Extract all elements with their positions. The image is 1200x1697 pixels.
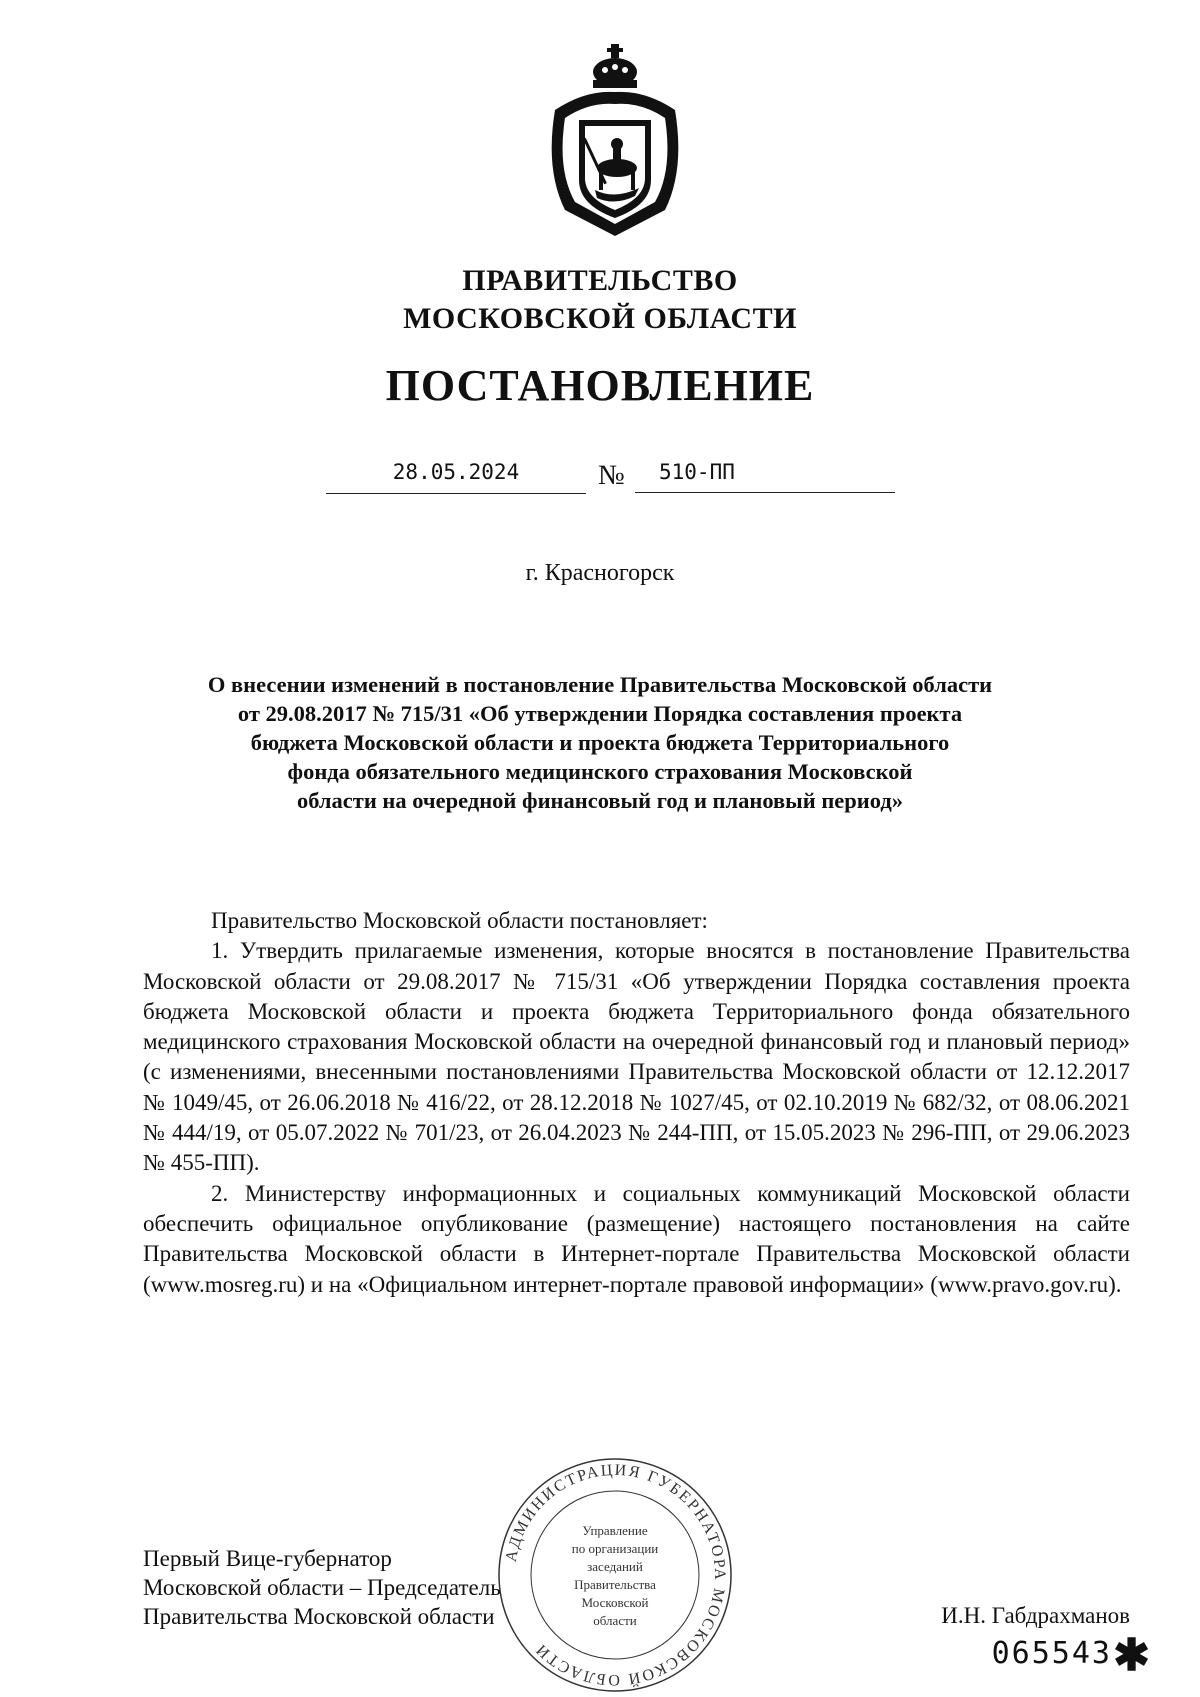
subject-line: области на очередной финансовый год и плановый период» xyxy=(296,788,904,813)
government-name xyxy=(0,262,1200,338)
seal-inner-line: области xyxy=(593,1613,637,1628)
signatory-title-line2: Московской области – Председатель xyxy=(143,1575,501,1600)
document-number: 510-ПП xyxy=(635,455,895,493)
signatory-title-line3: Правительства Московской области xyxy=(143,1604,495,1629)
seal-inner-line: Правительства xyxy=(574,1577,656,1592)
seal-inner-line: Управление xyxy=(582,1523,648,1538)
body-item-2: 2. Министерству информационных и социальных коммуникаций Московской области обеспечить официальное опубликование (размещение) настоящего постановления на сайте Правительства Московской области в Интернет-портале Правительства Московской области (www.mosreg.ru) и на «Официальном интернет-портале правовой информации» (www.pravo.gov.ru). xyxy=(143,1180,1130,1297)
document-body xyxy=(143,906,1130,1300)
number-sign: № xyxy=(598,460,625,491)
signatory-title-line1: Первый Вице-губернатор xyxy=(143,1546,392,1571)
subject-line: бюджета Московской области и проекта бюджета Территориального xyxy=(250,730,950,755)
document-date: 28.05.2024 xyxy=(326,455,586,494)
subject-line: от 29.08.2017 № 715/31 «Об утверждении Порядка составления проекта xyxy=(237,701,963,726)
seal-inner-line: по организации xyxy=(571,1541,659,1556)
signatory-name: И.Н. Габдрахманов xyxy=(941,1603,1130,1628)
svg-text:АДМИНИСТРАЦИЯ ГУБЕРНАТОРА МОСК xyxy=(503,1462,728,1690)
asterisk-mark-icon: ✱ xyxy=(1113,1631,1150,1680)
signatory-title xyxy=(143,1544,501,1631)
seal-inner-line: Московской xyxy=(581,1595,649,1610)
subject-line: фонда обязательного медицинского страхования Московской xyxy=(287,759,913,784)
form-serial-number: 065543 xyxy=(991,1636,1112,1671)
seal-outer-text: АДМИНИСТРАЦИЯ ГУБЕРНАТОРА МОСКОВСКОЙ ОБЛАСТИ xyxy=(502,1461,729,1689)
subject-line: О внесении изменений в постановление Правительства Московской области xyxy=(207,672,993,697)
official-seal xyxy=(495,1455,735,1695)
government-name-line2: МОСКОВСКОЙ ОБЛАСТИ xyxy=(403,302,797,335)
body-item-1: 1. Утвердить прилагаемые изменения, которые вносятся в постановление Правительства Московской области от 29.08.2017 № 715/31 «Об утверждении Порядка составления проекта бюджета Московской области и проекта бюджета Территориального фонда обязательного медицинского страхования Московской области на очередной финансовый год и плановый период» (с изменениями, внесенными постановлениями Правительства Московской области от 12.12.2017 № 1049/45, от 26.06.2018 № 416/22, от 28.12.2018 № 1027/45, от 02.10.2019 № 682/32, от 08.06.2021 № 444/19, от 05.07.2022 № 701/23, от 26.04.2023 № 244-ПП, от 15.05.2023 № 296-ПП, от 29.06.2023 № 455-ПП). xyxy=(143,938,1130,1176)
seal-inner-line: заседаний xyxy=(587,1559,643,1574)
government-name-line1: ПРАВИТЕЛЬСТВО xyxy=(462,264,738,297)
document-city: г. Красногорск xyxy=(525,560,675,586)
body-lead: Правительство Московской области постановляет: xyxy=(211,908,708,933)
document-type: ПОСТАНОВЛЕНИЕ xyxy=(385,361,815,410)
moscow-oblast-coat-of-arms-icon xyxy=(535,40,695,240)
document-subject xyxy=(0,670,1200,815)
